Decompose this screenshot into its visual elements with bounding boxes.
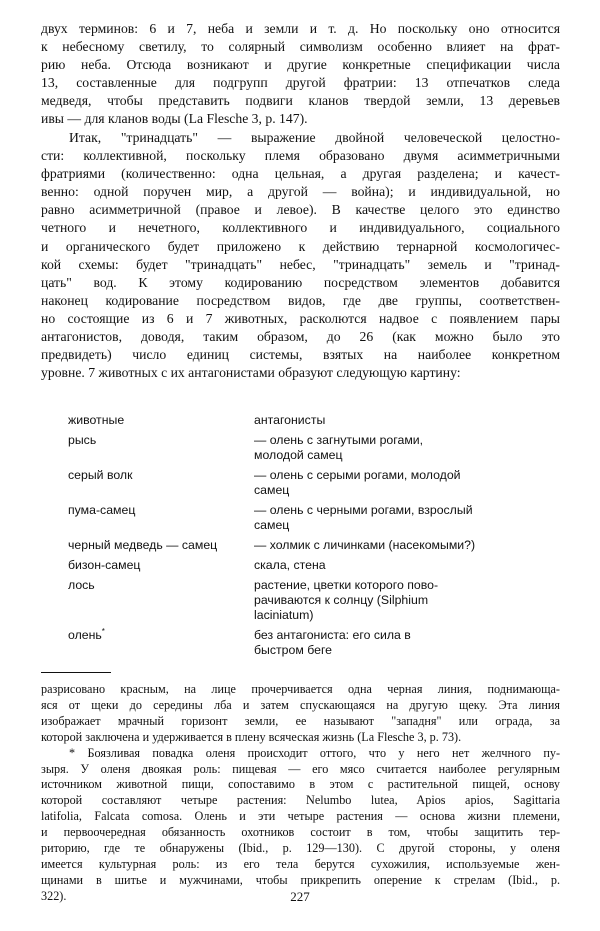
antagonist-line: молодой самец bbox=[254, 448, 343, 462]
animal-cell: пума-самец bbox=[68, 503, 136, 517]
text-line: кой схемы: будет "тринадцать" небес, "тринадцать" земель и "тринад- bbox=[41, 256, 560, 272]
text-line: предвидеть) число единиц системы, взятых на наиболее конкретном bbox=[41, 347, 560, 363]
text-line: наконец кодирование посредством видов, где две группы, соответствен- bbox=[41, 292, 560, 308]
antagonist-line: — олень с серыми рогами, молодой bbox=[254, 468, 461, 482]
antagonist-line: рачиваются к солнцу (Silphium bbox=[254, 593, 429, 607]
text-line: антагонистов, доводя, таким образом, до 26 (как можно было это bbox=[41, 329, 560, 345]
footnote-line: зыря. У оленя двоякая роль: пищевая — его мясо считается наиболее регулярным bbox=[41, 761, 560, 776]
footnote-line: щинами в шитье и мужчинами, чтобы прикрепить оперение к стрелам (Ibid., p. bbox=[41, 872, 560, 887]
text-line: Итак, "тринадцать" — выражение двойной человеческой целостно- bbox=[69, 130, 560, 145]
footnote-line: яся от щеки до середины лба и затем спускающаяся на другую щеку. Эта линия bbox=[41, 697, 560, 712]
text-line: фратриями (количественно: одна цельная, а другая разделена; и качест- bbox=[41, 166, 560, 182]
footnote-line: имеется культурная роль: из его тела берутся сухожилия, используемые жен- bbox=[41, 856, 560, 871]
antagonist-line: скала, стена bbox=[254, 558, 326, 572]
table-row bbox=[68, 433, 488, 463]
text-line: двух терминов: 6 и 7, неба и земли и т. д. Но поскольку оно относится bbox=[41, 21, 560, 36]
antagonist-cell bbox=[254, 578, 484, 623]
animals-antagonists-table bbox=[68, 413, 488, 663]
antagonist-cell bbox=[254, 538, 484, 553]
page-number: 227 bbox=[290, 889, 310, 904]
text-line: венно: одной поручен мир, а другой — война); и индивидуальной, но bbox=[41, 184, 560, 200]
footnote-divider bbox=[41, 672, 111, 673]
text-line: сти: коллективной, поскольку племя образовано двумя асимметричными bbox=[41, 148, 560, 164]
table-row bbox=[68, 578, 488, 623]
column-header-antagonists: антагонисты bbox=[254, 413, 326, 427]
text-line: рию неба. Отсюда возникают и другие конкретные спецификации числа bbox=[41, 57, 560, 73]
footnote-marker: * bbox=[101, 626, 105, 636]
footnote-line: изображает мрачный горизонт земли, ее называют "западня" или ограда, за bbox=[41, 713, 560, 728]
table-header-row bbox=[68, 413, 488, 428]
paragraph-2 bbox=[41, 129, 560, 382]
footnote-line: которой составляют четыре растения: Nelumbo lutea, Apios apios, Sagittaria bbox=[41, 793, 560, 808]
text-line: уровне. 7 животных с их антагонистами образуют следующую картину: bbox=[41, 365, 461, 381]
footnote-line: и первоочередная обязанность охотников состоит в том, чтобы защитить тер- bbox=[41, 825, 560, 840]
text-line: и органического будет приложено к действию тернарной космологичес- bbox=[41, 238, 560, 254]
animal-cell: лось bbox=[68, 578, 95, 592]
table-row bbox=[68, 538, 488, 553]
animal-cell bbox=[68, 628, 254, 658]
antagonist-cell bbox=[254, 628, 484, 658]
footnote-line: источником животной пищи, сопоставимо в этом с растительной пищей, основу bbox=[41, 777, 560, 792]
text-line: цать" вод. К этому кодированию посредством элементов добавится bbox=[41, 274, 560, 290]
animal-name: олень bbox=[68, 628, 102, 642]
paragraph-1 bbox=[41, 20, 560, 129]
antagonist-cell bbox=[254, 468, 484, 498]
antagonist-line: — олень с загнутыми рогами, bbox=[254, 433, 424, 447]
footnote-line: риторию, где те обнаружены (Ibid., p. 129—130). С другой стороны, у оленя bbox=[41, 841, 560, 856]
column-header-animals: животные bbox=[68, 413, 125, 427]
antagonist-line: растение, цветки которого пово- bbox=[254, 578, 439, 592]
footnote-line: 322). bbox=[41, 888, 67, 903]
text-line: ивы — для кланов воды (La Flesche 3, p. 147). bbox=[41, 111, 308, 127]
text-line: медведя, чтобы представить подвиги кланов твердой земли, 13 деревьев bbox=[41, 93, 560, 109]
antagonist-line: быстром беге bbox=[254, 643, 333, 657]
antagonist-line: без антагониста: его сила в bbox=[254, 628, 411, 642]
footnote-line: которой заключена и удерживается в плену всяческая жизнь (La Flesche 3, p. 73). bbox=[41, 729, 462, 744]
animal-cell: черный медведь — самец bbox=[68, 538, 218, 552]
animal-cell: рысь bbox=[68, 433, 97, 447]
text-line: но состоящие из 6 и 7 животных, расколются надвое с появлением пары bbox=[41, 310, 560, 326]
antagonist-line: laciniatum) bbox=[254, 608, 314, 622]
antagonist-cell bbox=[254, 558, 484, 573]
text-line: к небесному светилу, то солярный символизм особенно влияет на фрат- bbox=[41, 39, 560, 55]
footnote-line: разрисовано красным, на лице прочерчивается одна черная линия, поднимающа- bbox=[41, 682, 560, 696]
antagonist-line: — олень с черными рогами, взрослый bbox=[254, 503, 473, 517]
table-row bbox=[68, 503, 488, 533]
table-row bbox=[68, 628, 488, 658]
table-row bbox=[68, 468, 488, 498]
antagonist-line: самец bbox=[254, 483, 290, 497]
footnotes bbox=[41, 682, 560, 905]
animal-cell: серый волк bbox=[68, 468, 133, 482]
footnote-line: latifolia, Falcata comosa. Олень и эти четыре растения — основа жизни племени, bbox=[41, 809, 560, 824]
antagonist-cell bbox=[254, 503, 484, 533]
antagonist-line: самец bbox=[254, 518, 290, 532]
text-line: 13, составленные для подгрупп другой фратрии: 13 отпечатков следа bbox=[41, 75, 560, 91]
text-line: равно асимметричной (правое и левое). В качестве целого это единство bbox=[41, 202, 560, 218]
text-line: четного и нечетного, коллективного и индивидуального, социального bbox=[41, 220, 560, 236]
antagonist-line: — холмик с личинками (насекомыми?) bbox=[254, 538, 476, 552]
table-row bbox=[68, 558, 488, 573]
antagonist-cell bbox=[254, 433, 484, 463]
footnote-line: * Боязливая повадка оленя происходит оттого, что у него нет желчного пу- bbox=[69, 745, 560, 760]
animal-cell: бизон-самец bbox=[68, 558, 141, 572]
